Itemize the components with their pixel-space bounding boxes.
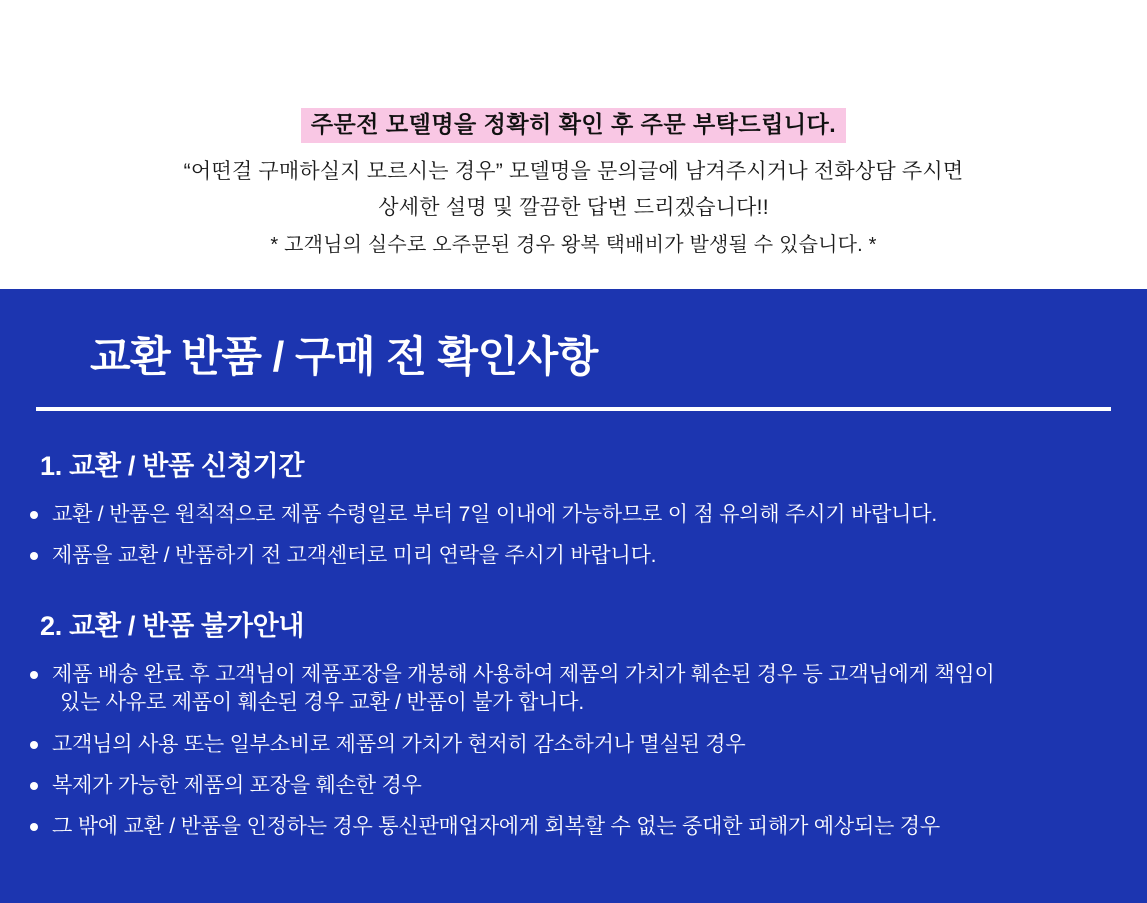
notice-line-3: * 고객님의 실수로 오주문된 경우 왕복 택배비가 발생될 수 있습니다. * [270, 234, 877, 256]
list-item [28, 731, 1107, 759]
bullet-text: 고객님의 사용 또는 일부소비로 제품의 가치가 현저히 감소하거나 멸실된 경우 [52, 732, 746, 756]
policy-section-1 [0, 444, 1147, 584]
notice-line-1: “어떤걸 구매하실지 모르시는 경우” 모델명을 문의글에 남겨주시거나 전화상담 주시면 [183, 160, 964, 183]
policy-section-1-bullets [0, 501, 1147, 571]
notice-highlight-text: 주문전 모델명을 정확히 확인 후 주문 부탁드립니다. [301, 108, 846, 143]
notice-line-2: 상세한 설명 및 깔끔한 답변 드리겠습니다!! [378, 196, 769, 219]
policy-section-2 [0, 604, 1147, 855]
order-notice-block [0, 0, 1147, 289]
list-item [28, 813, 1107, 841]
bullet-text: 제품 배송 완료 후 고객님이 제품포장을 개봉해 사용하여 제품의 가치가 훼손된 경우 등 고객님에게 책임이 [52, 663, 995, 686]
bullet-text-continuation: 있는 사유로 제품이 훼손된 경우 교환 / 반품이 불가 합니다. [60, 691, 584, 715]
list-item [28, 501, 1107, 529]
bullet-text: 복제가 가능한 제품의 포장을 훼손한 경우 [52, 774, 422, 798]
bullet-text: 교환 / 반품은 원칙적으로 제품 수령일로 부터 7일 이내에 가능하므로 이 점 유의해 주시기 바랍니다. [52, 503, 937, 526]
notice-highlight-wrap [0, 108, 1147, 143]
panel-title: 교환 반품 / 구매 전 확인사항 [90, 333, 598, 380]
policy-section-2-bullets [0, 661, 1147, 842]
title-divider [36, 407, 1111, 411]
policy-section-2-heading: 2. 교환 / 반품 불가안내 [40, 611, 305, 641]
list-item [28, 661, 1107, 718]
list-item [28, 772, 1107, 800]
bullet-text: 제품을 교환 / 반품하기 전 고객센터로 미리 연락을 주시기 바랍니다. [52, 544, 657, 568]
list-item [28, 542, 1107, 570]
return-policy-panel [0, 289, 1147, 903]
bullet-text: 그 밖에 교환 / 반품을 인정하는 경우 통신판매업자에게 회복할 수 없는 중대한 피해가 예상되는 경우 [52, 815, 940, 839]
policy-section-1-heading: 1. 교환 / 반품 신청기간 [40, 451, 305, 481]
